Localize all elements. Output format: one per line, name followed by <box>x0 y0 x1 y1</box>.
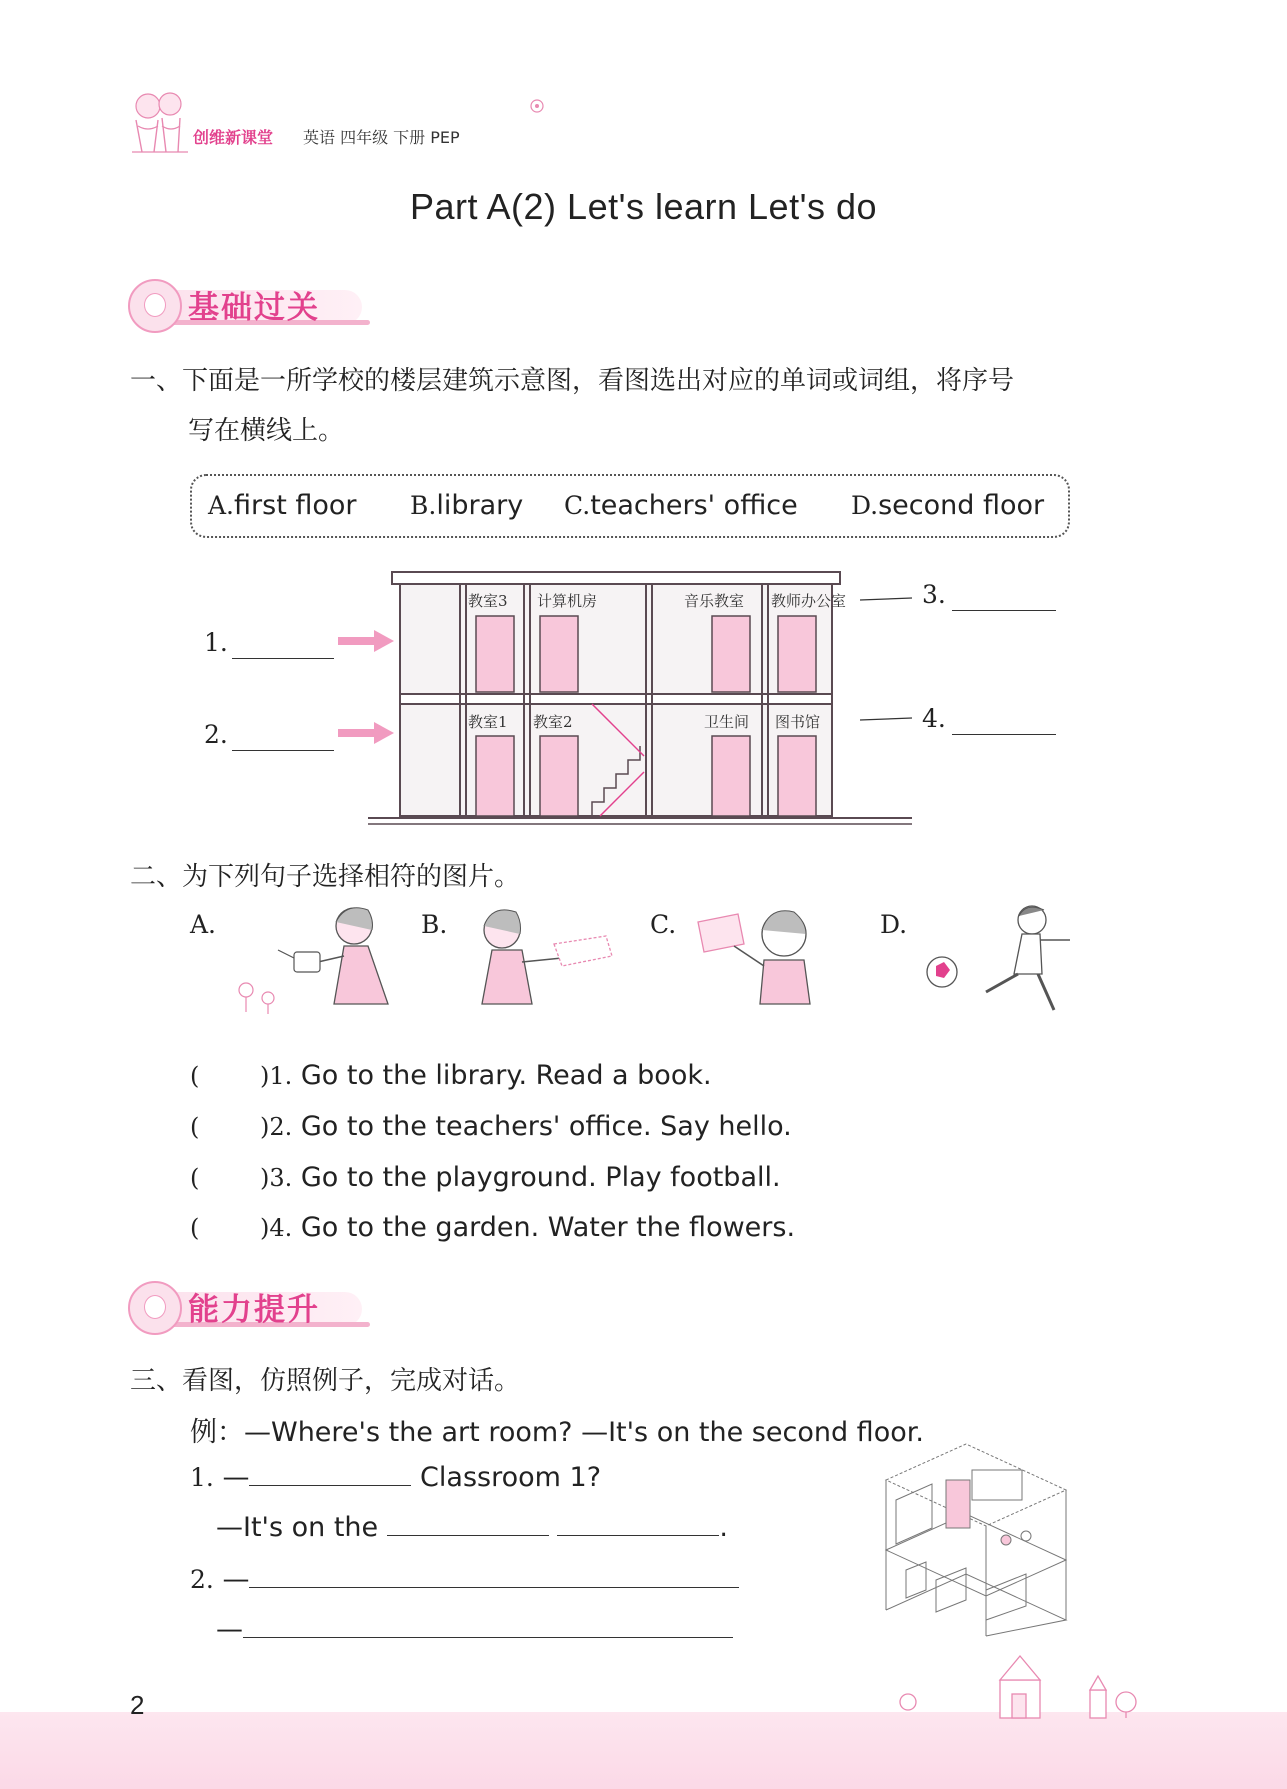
answer-blank-3[interactable] <box>952 586 1056 611</box>
blank-1-number: 1. <box>204 628 228 657</box>
section-banner-basic <box>128 276 378 334</box>
book-subject: 英语 四年级 下册 PEP <box>303 128 460 147</box>
blank-4-number: 4. <box>922 704 946 733</box>
question-1-prompt-line1: 一、下面是一所学校的楼层建筑示意图，看图选出对应的单词或词组，将序号 <box>130 366 1015 396</box>
header-mascot-illustration <box>128 86 190 156</box>
page-number: 2 <box>130 1690 145 1720</box>
dialogue-item-2-answer: — <box>216 1614 733 1645</box>
option-c: C.teachers' office <box>564 490 798 521</box>
leader-lines <box>860 590 915 730</box>
option-a: A.first floor <box>208 490 357 521</box>
page-title: Part A(2) Let's learn Let's do <box>410 186 877 227</box>
section-banner-label: 基础过关 <box>188 290 320 326</box>
option-b: B.library <box>410 490 524 521</box>
blank-3-number: 3. <box>922 580 946 609</box>
answer-blank-1[interactable] <box>232 634 334 659</box>
example-dialogue: 例：—Where's the art room? —It's on the second floor. <box>190 1417 924 1448</box>
choice-item-3: ( )3. Go to the playground. Play football. <box>190 1162 781 1193</box>
answer-blank-dialogue-2a[interactable] <box>249 1565 739 1588</box>
girl-watering-flowers-image <box>228 900 418 1020</box>
arrow-right-icon <box>338 630 394 652</box>
brand-name: 创维新课堂 <box>193 128 274 147</box>
girl-with-paper-image <box>462 900 622 1010</box>
blank-2-number: 2. <box>204 720 228 749</box>
room-label-classroom3: 教室3 <box>468 592 508 610</box>
room-label-teachers-office: 教师办公室 <box>771 592 847 610</box>
cartoon-badge-icon <box>128 279 182 333</box>
room-label-classroom1: 教室1 <box>468 713 508 731</box>
dialogue-item-2-question: 2. — <box>190 1564 739 1595</box>
picture-d-label: D. <box>880 910 908 939</box>
answer-blank-dialogue-1b[interactable] <box>387 1513 549 1536</box>
room-label-library: 图书馆 <box>775 713 821 731</box>
picture-b-label: B. <box>421 910 448 939</box>
castle-decoration-icon <box>890 1650 1160 1720</box>
choice-item-2: ( )2. Go to the teachers' office. Say hello. <box>190 1111 792 1142</box>
question-2-prompt: 二、为下列句子选择相符的图片。 <box>130 862 521 892</box>
answer-blank-dialogue-1a[interactable] <box>249 1463 411 1486</box>
flower-decoration-icon <box>526 96 548 116</box>
school-cutaway-illustration <box>876 1440 1076 1640</box>
choice-item-1: ( )1. Go to the library. Read a book. <box>190 1060 712 1091</box>
word-options-box <box>190 474 1070 538</box>
child-reading-book-image <box>694 900 834 1010</box>
question-3-prompt: 三、看图，仿照例子，完成对话。 <box>130 1366 521 1396</box>
picture-a-label: A. <box>190 910 217 939</box>
arrow-right-icon <box>338 722 394 744</box>
room-label-washroom: 卫生间 <box>704 713 750 731</box>
picture-c-label: C. <box>650 910 677 939</box>
answer-blank-2[interactable] <box>232 726 334 751</box>
cartoon-badge-icon <box>128 1281 182 1335</box>
answer-blank-dialogue-1c[interactable] <box>557 1513 719 1536</box>
choice-item-4: ( )4. Go to the garden. Water the flowers. <box>190 1212 796 1243</box>
dialogue-item-1-question: 1. — Classroom 1? <box>190 1462 602 1493</box>
dialogue-item-1-answer: —It's on the . <box>216 1512 728 1543</box>
section-banner-advanced <box>128 1278 378 1336</box>
room-label-computer-room: 计算机房 <box>537 592 598 610</box>
room-label-classroom2: 教室2 <box>533 713 573 731</box>
footer-band <box>0 1712 1287 1789</box>
answer-blank-dialogue-2b[interactable] <box>243 1615 733 1638</box>
boy-playing-football-image <box>922 900 1082 1020</box>
answer-blank-4[interactable] <box>952 710 1056 735</box>
option-d: D.second floor <box>851 490 1045 521</box>
question-1-prompt-line2: 写在横线上。 <box>188 416 345 446</box>
room-label-music-room: 音乐教室 <box>684 592 745 610</box>
section-banner-label: 能力提升 <box>188 1292 320 1328</box>
